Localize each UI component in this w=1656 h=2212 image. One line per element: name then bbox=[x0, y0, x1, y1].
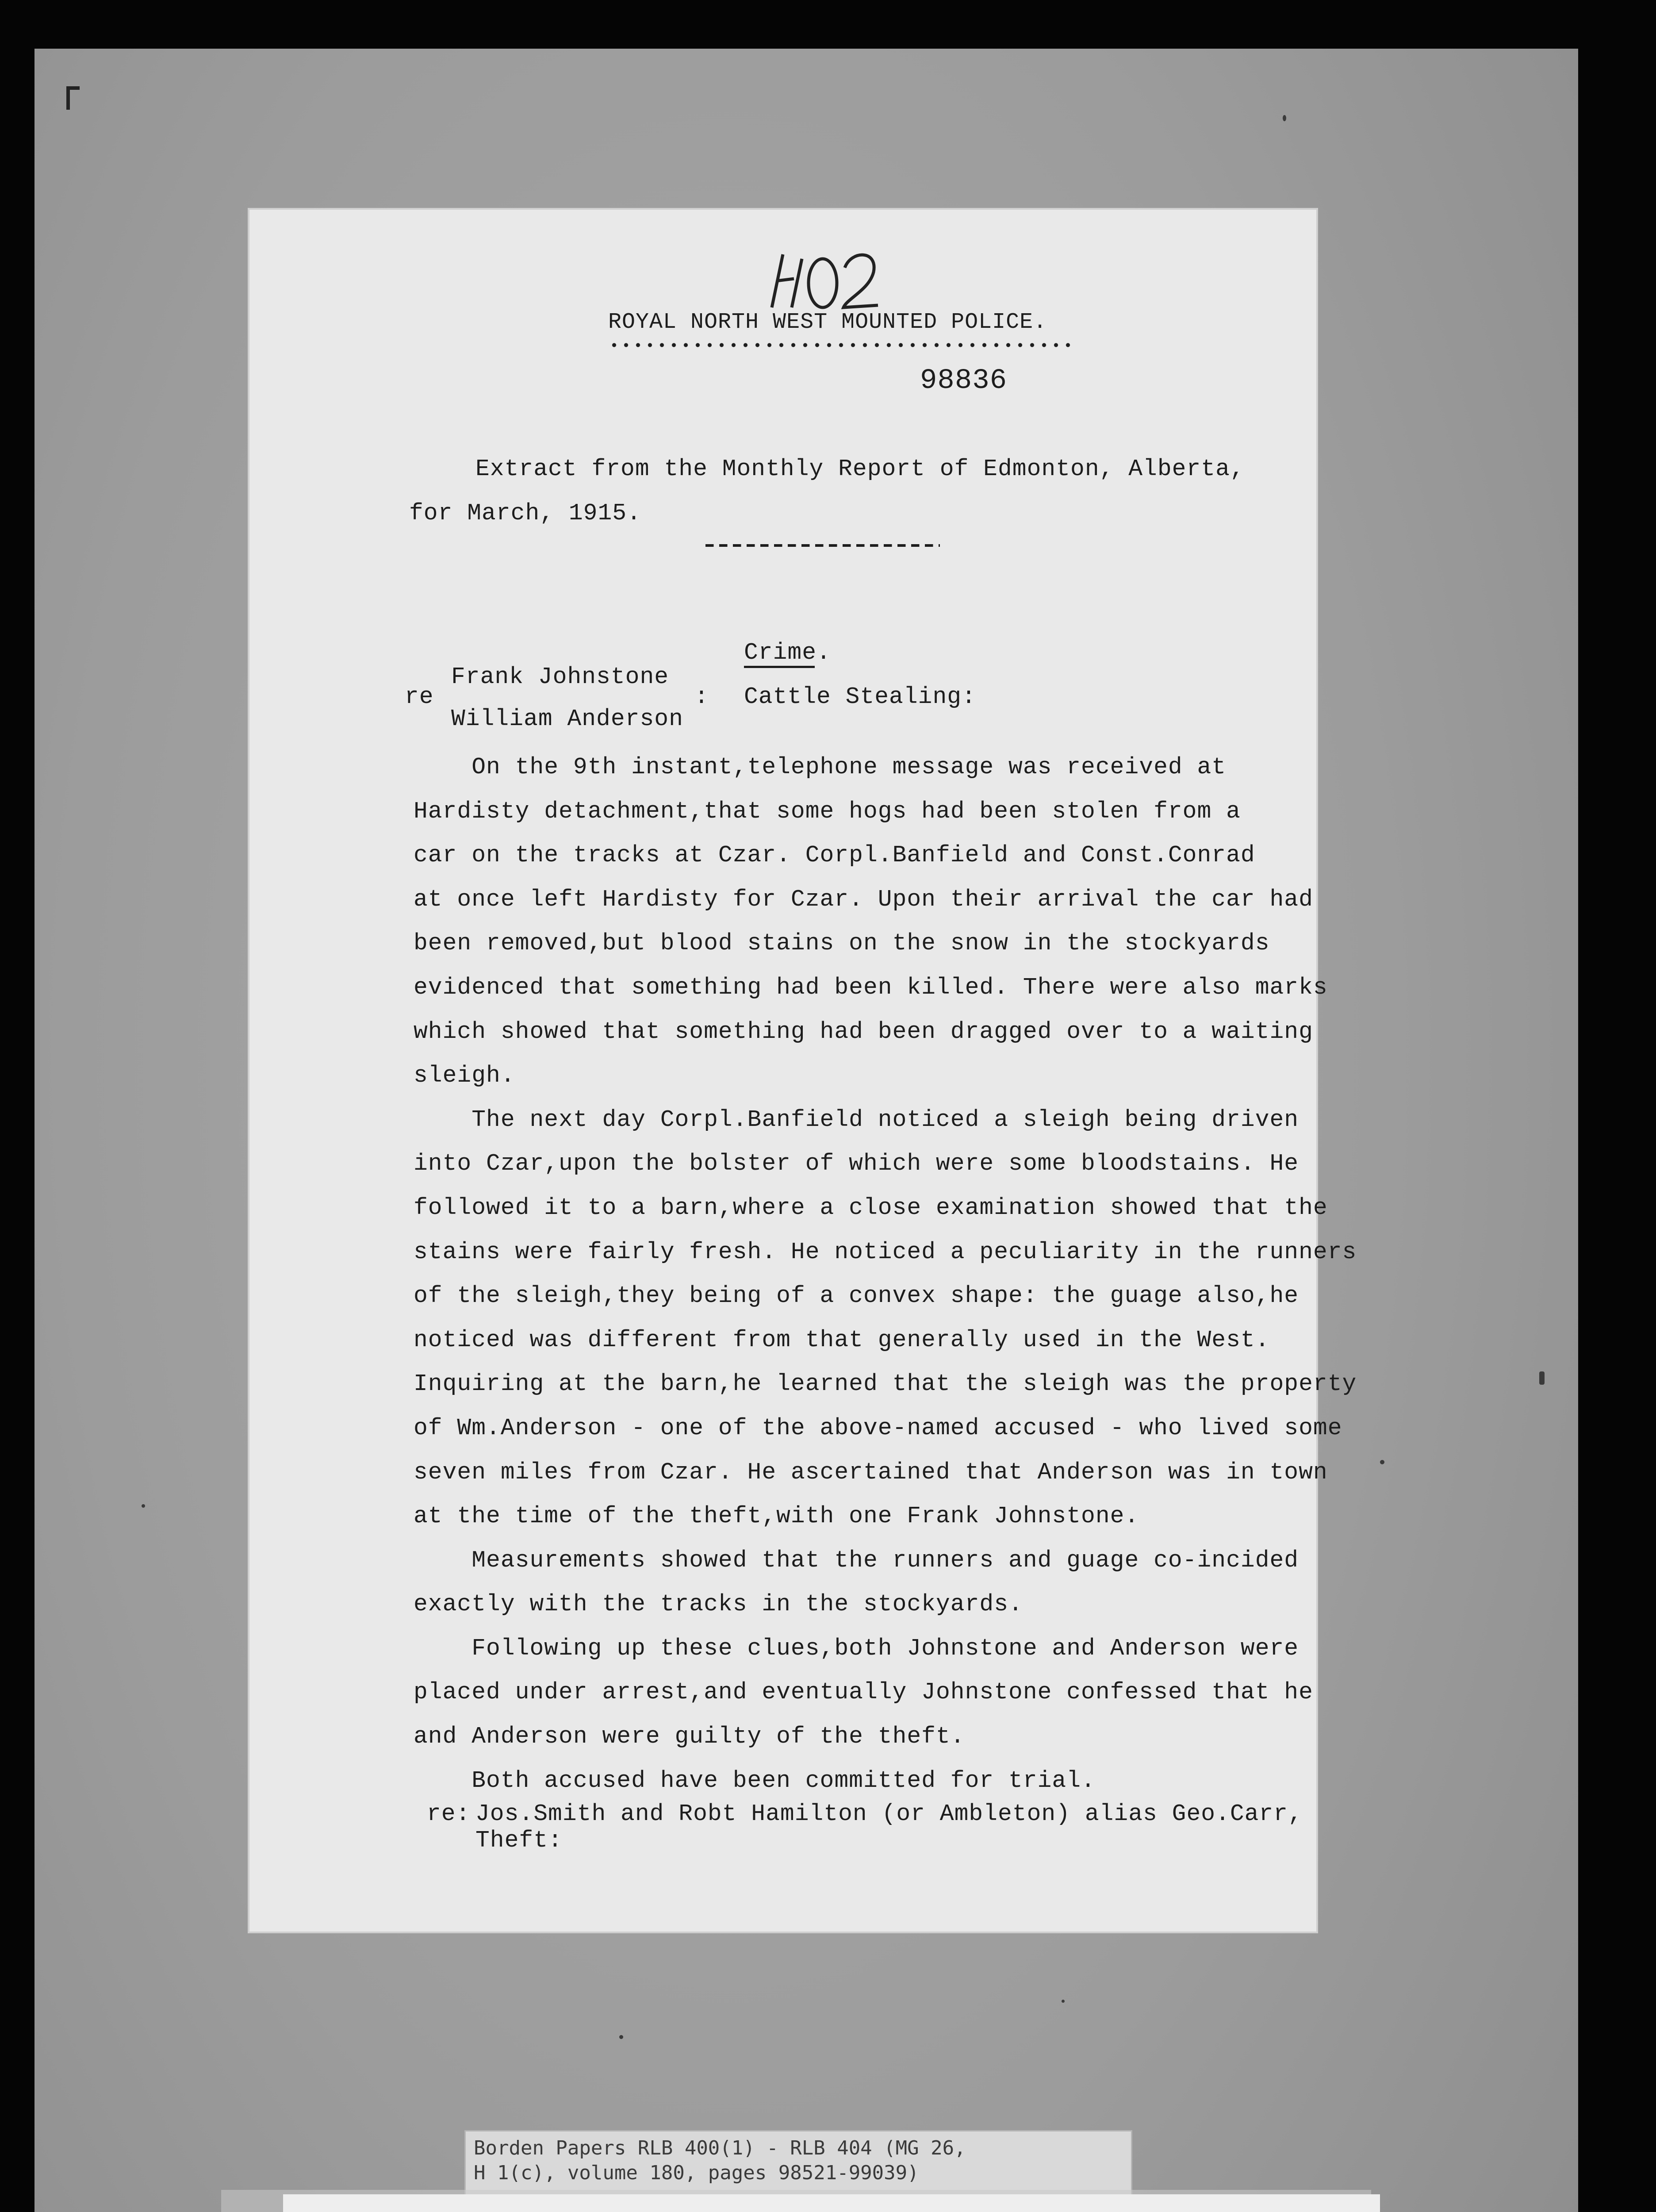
body-line: of the sleigh,they being of a convex shape: the guage also,he bbox=[414, 1283, 1299, 1310]
closing-line-2: Theft: bbox=[475, 1827, 563, 1854]
body-line: at once left Hardisty for Czar. Upon their arrival the car had bbox=[414, 886, 1313, 913]
re-label: re bbox=[405, 684, 434, 710]
body-line: which showed that something had been dragged over to a waiting bbox=[414, 1018, 1313, 1045]
body-line: followed it to a barn,where a close examination showed that the bbox=[414, 1194, 1328, 1221]
body-line: exactly with the tracks in the stockyards. bbox=[414, 1591, 1023, 1618]
accused-name-2: William Anderson bbox=[451, 706, 683, 732]
body-line: of Wm.Anderson - one of the above-named accused - who lived some bbox=[414, 1414, 1342, 1441]
body-line: seven miles from Czar. He ascertained that Anderson was in town bbox=[414, 1459, 1328, 1486]
dashed-rule bbox=[705, 544, 940, 547]
body-line: sleigh. bbox=[414, 1062, 515, 1089]
offence: Cattle Stealing: bbox=[744, 684, 976, 710]
body-line: been removed,but blood stains on the snow in the stockyards bbox=[414, 930, 1270, 957]
handwritten-page-number bbox=[767, 241, 882, 312]
dust-speck bbox=[1539, 1371, 1545, 1385]
closing-re-label: re: bbox=[427, 1801, 471, 1827]
section-heading-underline bbox=[744, 666, 815, 668]
body-line: at the time of the theft,with one Frank Johnstone. bbox=[414, 1503, 1139, 1530]
body-line: The next day Corpl.Banfield noticed a sleigh being driven bbox=[414, 1106, 1299, 1133]
header-dotted-rule bbox=[608, 341, 1075, 349]
reference-line-1: Borden Papers RLB 400(1) - RLB 404 (MG 26, bbox=[474, 2137, 966, 2159]
dust-speck bbox=[619, 2035, 623, 2039]
dust-speck bbox=[142, 1504, 145, 1508]
body-line: Inquiring at the barn,he learned that the sleigh was the property bbox=[414, 1371, 1357, 1398]
corner-crop-mark bbox=[66, 86, 80, 110]
body-line: and Anderson were guilty of the theft. bbox=[414, 1723, 965, 1750]
reference-line-2: H 1(c), volume 180, pages 98521-99039) bbox=[474, 2162, 919, 2184]
accused-name-1: Frank Johnstone bbox=[451, 664, 669, 690]
body-line: into Czar,upon the bolster of which were some bloodstains. He bbox=[414, 1150, 1299, 1177]
archives-card bbox=[283, 2194, 1380, 2212]
closing-line-1: Jos.Smith and Robt Hamilton (or Ambleton) alias Geo.Carr, bbox=[475, 1801, 1303, 1827]
body-line: stains were fairly fresh. He noticed a peculiarity in the runners bbox=[414, 1238, 1357, 1265]
dust-speck bbox=[1283, 115, 1286, 121]
extract-line-1: Extract from the Monthly Report of Edmonton, Alberta, bbox=[475, 456, 1245, 482]
body-line: evidenced that something had been killed. There were also marks bbox=[414, 974, 1328, 1001]
body-line: noticed was different from that generally used in the West. bbox=[414, 1326, 1270, 1353]
typed-report-page bbox=[248, 208, 1357, 1933]
document-number: 98836 bbox=[920, 365, 1008, 397]
body-line: placed under arrest,and eventually Johnstone confessed that he bbox=[414, 1679, 1313, 1706]
colon-separator: : bbox=[694, 684, 709, 710]
report-body bbox=[414, 745, 1357, 1803]
section-heading: Crime. bbox=[744, 639, 831, 666]
body-line: Both accused have been committed for trial. bbox=[414, 1767, 1096, 1794]
body-line: Hardisty detachment,that some hogs had been stolen from a bbox=[414, 798, 1241, 825]
body-line: Measurements showed that the runners and guage co-incided bbox=[414, 1547, 1299, 1574]
body-line: Following up these clues,both Johnstone and Anderson were bbox=[414, 1635, 1299, 1662]
dust-speck bbox=[1380, 1460, 1384, 1464]
dust-speck bbox=[1062, 2000, 1065, 2003]
body-line: On the 9th instant,telephone message was received at bbox=[414, 754, 1227, 780]
body-line: car on the tracks at Czar. Corpl.Banfield and Const.Conrad bbox=[414, 842, 1255, 869]
extract-line-2: for March, 1915. bbox=[409, 500, 641, 526]
header-title: ROYAL NORTH WEST MOUNTED POLICE. bbox=[608, 310, 1047, 335]
